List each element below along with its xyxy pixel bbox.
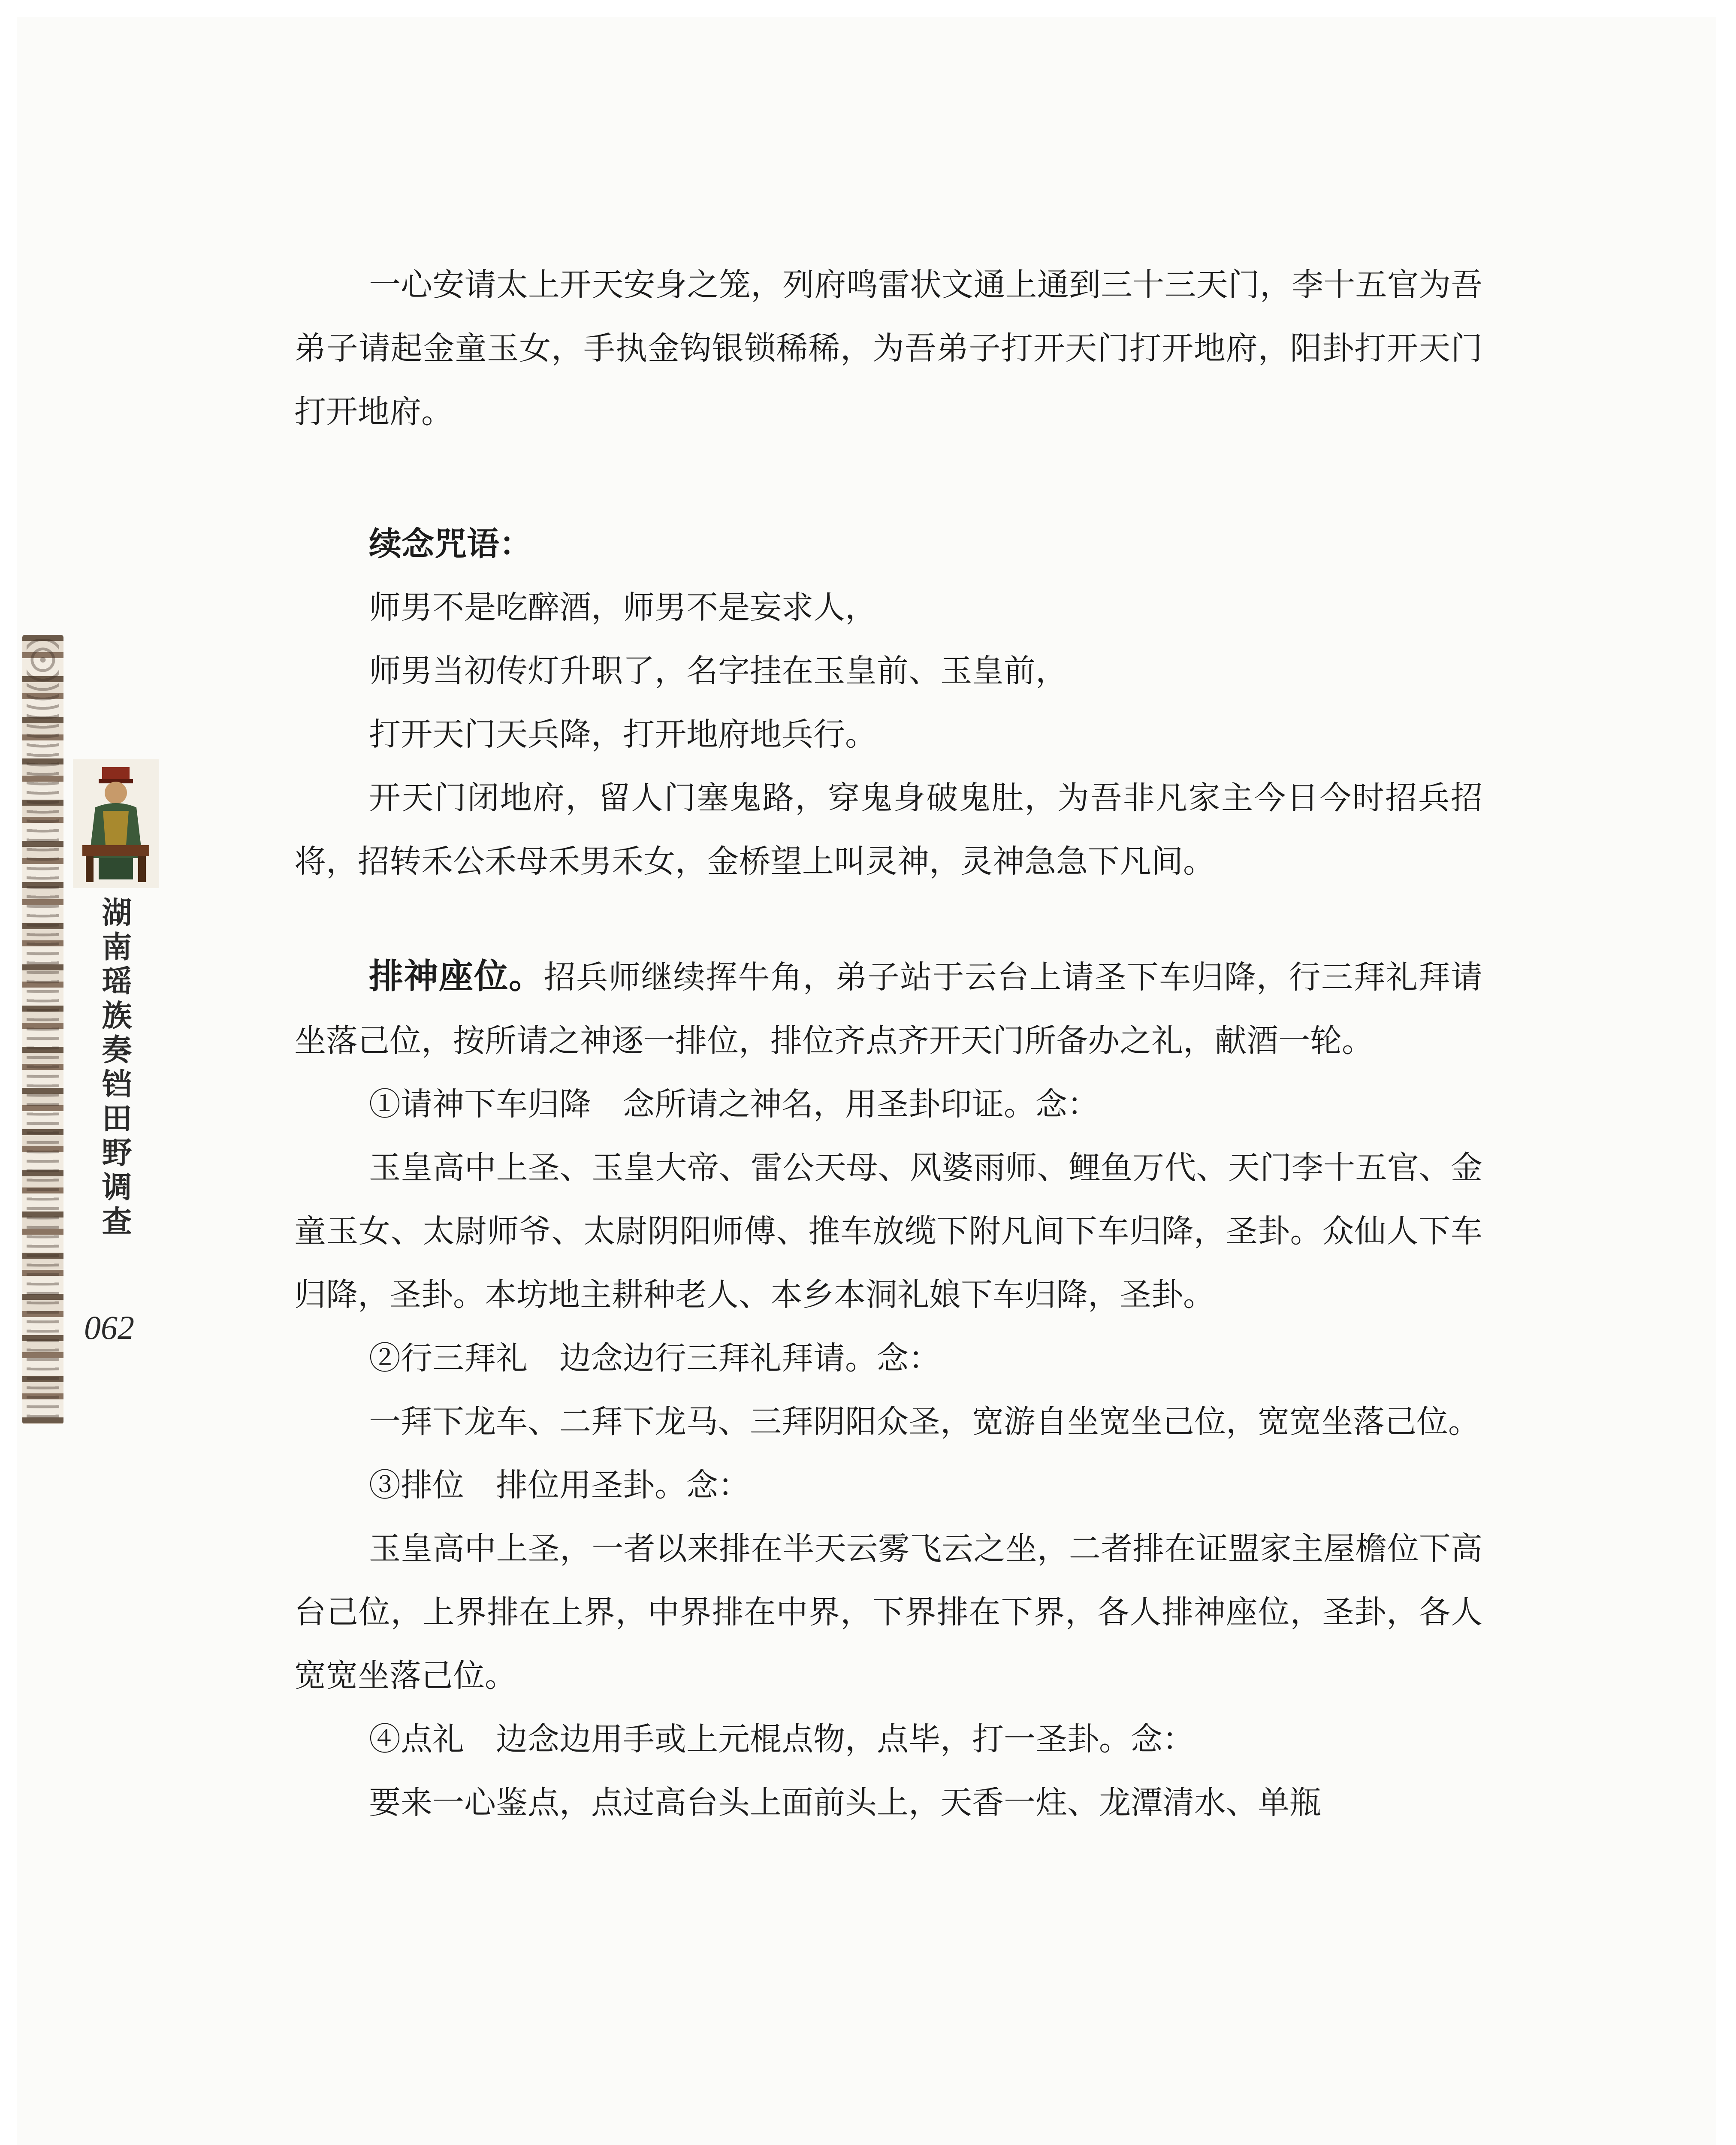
step-1-text: 玉皇高中上圣、玉皇大帝、雷公天母、风婆雨师、鲤鱼万代、天门李十五官、金童玉女、太尉师爷、太尉阴阳师傅、推车放缆下附凡间下车归降，圣卦。众仙人下车归降，圣卦。本坊地主耕种老人、本乡本洞礼娘下车归降，圣卦。 xyxy=(294,1149,1482,1313)
body-text xyxy=(294,253,1482,1834)
book-title: 湖南瑶族奏铛田野调查 xyxy=(97,897,132,1240)
spacer xyxy=(294,444,1482,512)
step-3-text: 玉皇高中上圣，一者以来排在半天云雾飞云之坐，二者排在证盟家主屋檐位下高台己位，上界排在上界，中界排在中界，下界排在下界，各人排神座位，圣卦，各人宽宽坐落己位。 xyxy=(294,1530,1482,1694)
step-2-text: 一拜下龙车、二拜下龙马、三拜阴阳众圣，宽游自坐宽坐己位，宽宽坐落己位。 xyxy=(369,1403,1480,1440)
paragraph-open-gates: 开天门闭地府，留人门塞鬼路，穿鬼身破鬼肚，为吾非凡家主今日今时招兵招将，招转禾公禾母禾男禾女，金桥望上叫灵神，灵神急急下凡间。 xyxy=(294,779,1482,880)
chant-line-1: 师男不是吃醉酒，师男不是妄求人， xyxy=(369,589,877,626)
step-3-heading: ③排位 排位用圣卦。念： xyxy=(369,1467,750,1504)
chant-line-2: 师男当初传灯升职了，名字挂在玉皇前、玉皇前， xyxy=(369,653,1067,689)
seating-text: 招兵师继续挥牛角，弟子站于云台上请圣下车归降，行三拜礼拜请坐落己位，按所请之神逐一排位，排位齐点齐开天门所备办之礼，献酒一轮。 xyxy=(294,959,1482,1059)
paragraph-seating xyxy=(294,945,1482,1072)
decorative-pattern xyxy=(27,639,59,1420)
spacer xyxy=(294,893,1482,945)
step-2-heading: ②行三拜礼 边念边行三拜礼拜请。念： xyxy=(369,1340,940,1377)
paragraph-invocation: 一心安请太上开天安身之笼，列府鸣雷状文通上通到三十三天门，李十五官为吾弟子请起金童玉女，手执金钩银锁稀稀，为吾弟子打开天门打开地府，阳卦打开天门打开地府。 xyxy=(294,266,1482,430)
chant-line-3: 打开天门天兵降，打开地府地兵行。 xyxy=(369,716,877,753)
step-4-text: 要来一心鉴点，点过高台头上面前头上，天香一炷、龙潭清水、单瓶 xyxy=(369,1784,1321,1821)
step-1-heading: ①请神下车归降 念所请之神名，用圣卦印证。念： xyxy=(369,1086,1099,1123)
step-4-heading: ④点礼 边念边用手或上元棍点物，点毕，打一圣卦。念： xyxy=(369,1721,1194,1758)
page-number: 062 xyxy=(84,1309,134,1346)
section-heading: 续念咒语： xyxy=(369,525,532,563)
seating-lead: 排神座位。 xyxy=(369,956,544,996)
figure-portrait-icon xyxy=(73,759,159,888)
